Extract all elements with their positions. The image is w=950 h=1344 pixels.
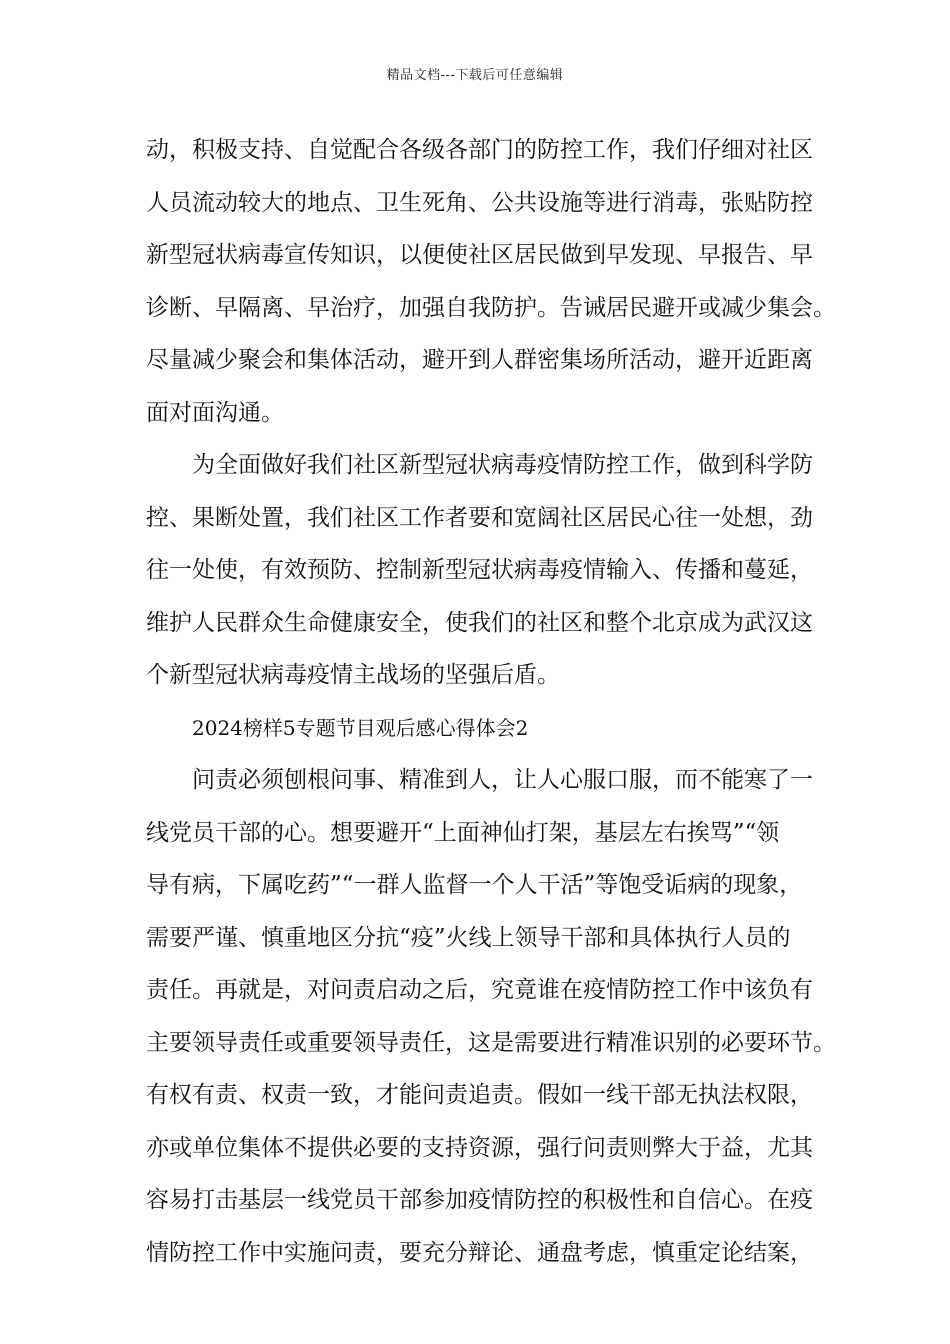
text-line: 情防控工作中实施问责，要充分辩论、通盘考虑，慎重定论结案， <box>146 1239 813 1266</box>
text-line: 人员流动较大的地点、卫生死角、公共设施等进行消毒，张贴防控 <box>146 189 813 216</box>
text-line: 导有病，下属吃药”“一群人监督一个人干活”等饱受诟病的现象， <box>146 872 803 898</box>
text-line: 亦或单位集体不提供必要的支持资源，强行问责则弊大于益，尤其 <box>146 1134 813 1161</box>
document-body <box>146 124 836 1279</box>
text-line: 诊断、早隔离、早治疗，加强自我防护。告诫居民避开或减少集会。 <box>146 294 836 321</box>
text-line: 新型冠状病毒宣传知识，以便使社区居民做到早发现、早报告、早 <box>146 242 813 268</box>
text-line: 线党员干部的心。想要避开“上面神仙打架，基层左右挨骂”“领 <box>146 819 780 846</box>
paragraph-start-line: 为全面做好我们社区新型冠状病毒疫情防控工作，做到科学防 <box>192 452 813 478</box>
text-line: 容易打击基层一线党员干部参加疫情防控的积极性和自信心。在疫 <box>146 1187 813 1213</box>
text-line: 控、果断处置，我们社区工作者要和宽阔社区居民心往一处想，劲 <box>146 504 813 531</box>
text-line: 有权有责、权责一致，才能问责追责。假如一线干部无执法权限， <box>146 1082 813 1108</box>
paragraph-start-line: 问责必须刨根问事、精准到人，让人心服口服，而不能寒了一 <box>192 767 813 793</box>
text-line: 动，积极支持、自觉配合各级各部门的防控工作，我们仔细对社区 <box>146 137 813 163</box>
text-line: 尽量减少聚会和集体活动，避开到人群密集场所活动，避开近距离 <box>146 347 813 373</box>
text-line: 个新型冠状病毒疫情主战场的坚强后盾。 <box>146 662 560 688</box>
text-line: 往一处使，有效预防、控制新型冠状病毒疫情输入、传播和蔓延， <box>146 557 813 583</box>
text-line: 面对面沟通。 <box>146 399 284 426</box>
text-line: 主要领导责任或重要领导责任，这是需要进行精准识别的必要环节。 <box>146 1029 836 1056</box>
page-header: 精品文档---下载后可任意编辑 <box>386 68 564 83</box>
section-heading: 2024榜样5专题节目观后感心得体会2 <box>192 715 529 740</box>
text-line: 维护人民群众生命健康安全，使我们的社区和整个北京成为武汉这 <box>146 609 813 636</box>
text-line: 责任。再就是，对问责启动之后，究竟谁在疫情防控工作中该负有 <box>146 977 813 1003</box>
text-line: 需要严谨、慎重地区分抗“疫”火线上领导干部和具体执行人员的 <box>146 924 791 951</box>
